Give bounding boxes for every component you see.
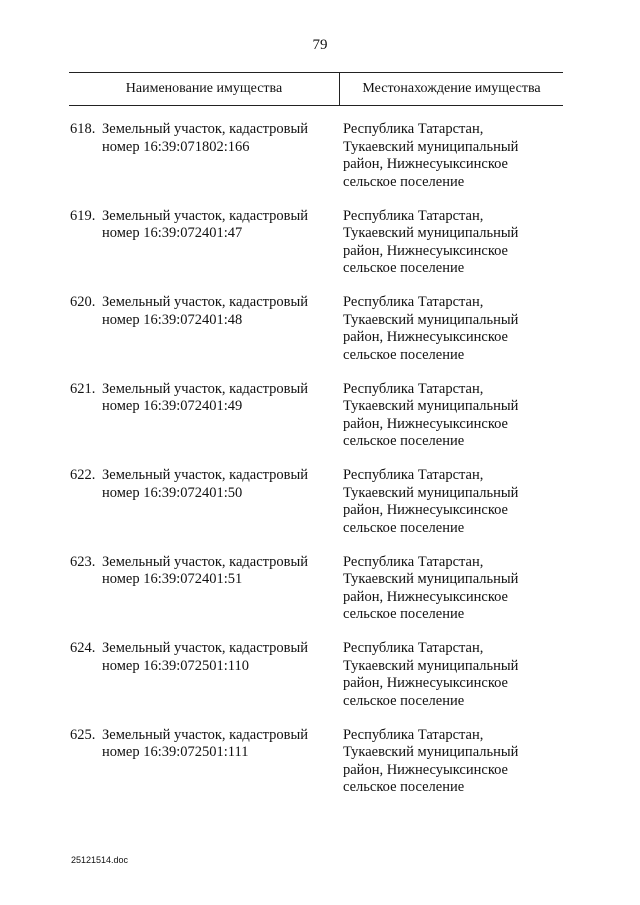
property-list [0,121,640,813]
property-name-line: Земельный участок, кадастровый [102,553,309,570]
location-line: Республика Татарстан, [343,726,484,743]
location-line: район, Нижнесуыксинское [343,502,508,518]
location-line: Тукаевский муниципальный [343,398,519,414]
row-number: 625. [70,726,96,743]
location-line: район, Нижнесуыксинское [343,588,508,605]
cadastral-number: номер 16:39:072501:111 [102,744,249,760]
table-row [0,727,640,814]
cadastral-number: номер 16:39:072401:49 [102,398,243,414]
table-row [0,467,640,554]
location-line: Республика Татарстан, [343,207,484,224]
cadastral-number: номер 16:39:071802:166 [102,138,250,155]
location-line: сельское поселение [343,519,465,536]
row-number: 620. [70,294,96,310]
table-row [0,640,640,727]
property-name [102,121,332,156]
location-line: сельское поселение [343,779,465,795]
property-name-line: Земельный участок, кадастровый [102,380,309,397]
location-line: Республика Татарстан, [343,553,484,570]
document-filename: 25121514.doc [71,855,129,865]
location-line: Тукаевский муниципальный [343,138,519,155]
location-line: Тукаевский муниципальный [343,571,519,587]
cadastral-number: номер 16:39:072501:110 [102,657,250,674]
table-row [0,381,640,468]
location-line: Республика Татарстан, [343,380,484,397]
location-line: сельское поселение [343,173,465,190]
table-row [0,208,640,295]
property-name-line: Земельный участок, кадастровый [102,640,309,656]
location-line: район, Нижнесуыксинское [343,415,508,432]
cadastral-number: номер 16:39:072401:47 [102,225,243,241]
property-name [102,467,332,502]
property-name-line: Земельный участок, кадастровый [102,294,309,310]
property-location [343,294,543,364]
property-location [343,727,543,797]
property-location [343,640,543,710]
property-name [102,381,332,416]
table-header [69,72,563,106]
location-line: Республика Татарстан, [343,467,484,483]
location-line: сельское поселение [343,433,465,449]
column-header-location: Местонахождение имущества [362,81,541,96]
location-line: сельское поселение [343,346,465,363]
property-name-line: Земельный участок, кадастровый [102,121,309,137]
cadastral-number: номер 16:39:072401:50 [102,484,243,501]
property-location [343,554,543,624]
location-line: район, Нижнесуыксинское [343,156,508,172]
property-location [343,121,543,191]
table-row [0,294,640,381]
cadastral-number: номер 16:39:072401:51 [102,571,243,587]
property-location [343,467,543,537]
row-number: 619. [70,207,96,224]
location-line: сельское поселение [343,260,465,276]
location-line: Тукаевский муниципальный [343,225,519,241]
location-line: Республика Татарстан, [343,640,484,656]
cadastral-number: номер 16:39:072401:48 [102,311,243,328]
property-name [102,554,332,589]
property-name-line: Земельный участок, кадастровый [102,726,309,743]
property-name [102,727,332,762]
location-line: район, Нижнесуыксинское [343,329,508,345]
location-line: район, Нижнесуыксинское [343,242,508,259]
row-number: 624. [70,640,96,656]
property-location [343,381,543,451]
property-name-line: Земельный участок, кадастровый [102,467,309,483]
row-number: 618. [70,121,96,137]
property-name-line: Земельный участок, кадастровый [102,207,309,224]
row-number: 621. [70,380,96,397]
location-line: район, Нижнесуыксинское [343,675,508,691]
location-line: Тукаевский муниципальный [343,657,519,674]
location-line: Тукаевский муниципальный [343,484,519,501]
location-line: сельское поселение [343,692,465,709]
property-name [102,640,332,675]
location-line: сельское поселение [343,606,465,622]
page-number: 79 [312,37,328,53]
row-number: 623. [70,553,96,570]
property-name [102,208,332,243]
property-name [102,294,332,329]
table-row [0,554,640,641]
row-number: 622. [70,467,96,483]
location-line: Тукаевский муниципальный [343,311,519,328]
location-line: район, Нижнесуыксинское [343,761,508,778]
location-line: Республика Татарстан, [343,294,484,310]
table-row [0,121,640,208]
property-location [343,208,543,278]
location-line: Республика Татарстан, [343,121,484,137]
location-line: Тукаевский муниципальный [343,744,519,760]
column-header-name: Наименование имущества [125,81,283,96]
